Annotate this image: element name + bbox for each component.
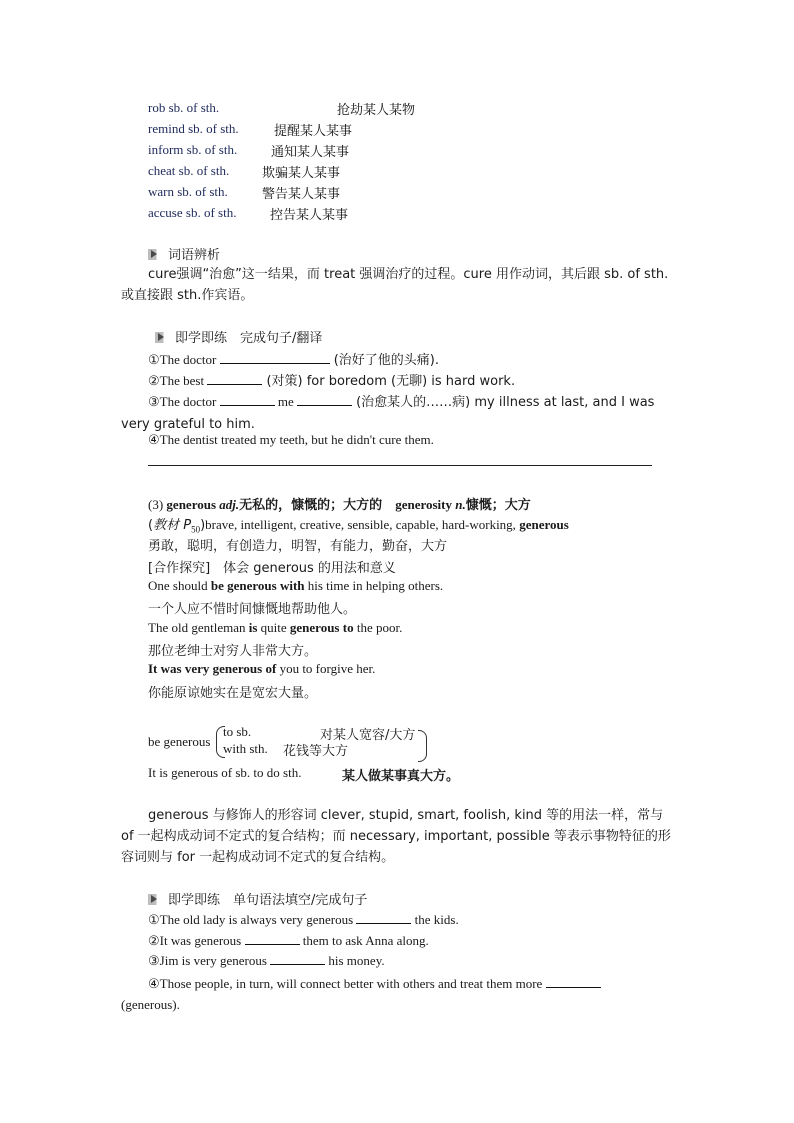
practice2-q1: ①The old lady is always very generous the kids. [148, 912, 459, 927]
vocab-meaning: 控告某人某事 [270, 208, 349, 223]
example-translation: 那位老绅士对穷人非常大方。 [148, 644, 318, 659]
textbook-translation: 勇敢，聪明，有创造力，明智，有能力，勤奋，大方 [148, 539, 448, 554]
example-sentence: One should be generous with his time in helping others. [148, 578, 444, 593]
vocab-row: cheat sb. of sth. [148, 163, 230, 178]
practice1-q1: ①The doctor (治好了他的头痛). [148, 352, 439, 368]
practice2-q4: ④Those people, in turn, will connect better with others and treat them more (generous). [121, 973, 677, 1015]
discrimination-heading: 词语辨析 [148, 244, 220, 263]
summary-pattern-meaning: 某人做某事真大方。 [342, 769, 460, 784]
practice1-heading: 即学即练 完成句子/翻译 [155, 327, 322, 346]
answer-blank[interactable] [546, 975, 601, 988]
generous-heading: (3) generous adj.无私的，慷慨的；大方的 generosity n.慷慨；大方 [148, 497, 531, 513]
summary-with-meaning: 花钱等大方 [283, 744, 349, 759]
arrow-marker-icon [148, 249, 162, 260]
vocab-meaning: 欺骗某人某事 [262, 166, 341, 181]
example-sentence: It was very generous of you to forgive her. [148, 661, 376, 676]
summary-to: to sb. [223, 724, 252, 739]
vocab-meaning: 提醒某人某事 [274, 124, 353, 139]
answer-blank[interactable] [356, 911, 411, 924]
answer-blank[interactable] [270, 952, 325, 965]
practice1-q4: ④The dentist treated my teeth, but he didn't cure them. [148, 432, 434, 447]
vocab-row: remind sb. of sth. [148, 121, 239, 136]
practice2-q2: ②It was generous them to ask Anna along. [148, 933, 429, 948]
vocab-meaning: 警告某人某事 [262, 187, 341, 202]
explore-heading: [合作探究] 体会 generous 的用法和意义 [148, 561, 396, 576]
answer-line[interactable] [148, 465, 652, 466]
summary-to-meaning: 对某人宽容/大方 [320, 728, 416, 743]
vocab-row: rob sb. of sth. [148, 100, 220, 115]
answer-blank[interactable] [297, 393, 352, 406]
right-bracket [418, 730, 427, 762]
vocab-meaning: 通知某人某事 [271, 145, 350, 160]
arrow-marker-icon [155, 332, 169, 343]
practice1-q3: ③The doctor me (治愈某人的……病) my illness at last, and I was very grateful to him. [121, 394, 655, 432]
vocab-row: accuse sb. of sth. [148, 205, 237, 220]
example-sentence: The old gentleman is quite generous to the poor. [148, 620, 403, 635]
summary-pattern: It is generous of sb. to do sth. [148, 765, 302, 780]
discrimination-text: cure强调“治愈”这一结果，而 treat 强调治疗的过程。cure 用作动词，其后跟 sb. of sth.或直接跟 sth.作宾语。 [121, 267, 669, 303]
vocab-row: inform sb. of sth. [148, 142, 238, 157]
answer-blank[interactable] [220, 351, 330, 364]
practice1-q2: ②The best (对策) for boredom (无聊) is hard work. [148, 373, 516, 389]
usage-note: generous 与修饰人的形容词 clever, stupid, smart, foolish, kind 等的用法一样，常与 of 一起构成动词不定式的复合结构；而 necessary, important, possible 等表示事物特征的形容词则与 for 一起构成动词不定式的复合结构。 [121, 808, 671, 865]
summary-with: with sth. [223, 741, 268, 756]
vocab-row: warn sb. of sth. [148, 184, 228, 199]
arrow-marker-icon [148, 894, 162, 905]
practice2-q3: ③Jim is very generous his money. [148, 953, 385, 968]
example-translation: 一个人应不惜时间慷慨地帮助他人。 [148, 602, 357, 617]
answer-blank[interactable] [220, 393, 275, 406]
textbook-reference: (教材 $P_{50})brave$, intelligent, creative, sensible, capable, hard-working, generous [148, 517, 569, 535]
practice2-heading: 即学即练 单句语法填空/完成句子 [148, 889, 367, 908]
answer-blank[interactable] [207, 372, 262, 385]
example-translation: 你能原谅她实在是宽宏大量。 [148, 686, 318, 701]
vocab-meaning: 抢劫某人某物 [337, 103, 416, 118]
answer-blank[interactable] [245, 932, 300, 945]
summary-label: be generous [148, 734, 211, 749]
